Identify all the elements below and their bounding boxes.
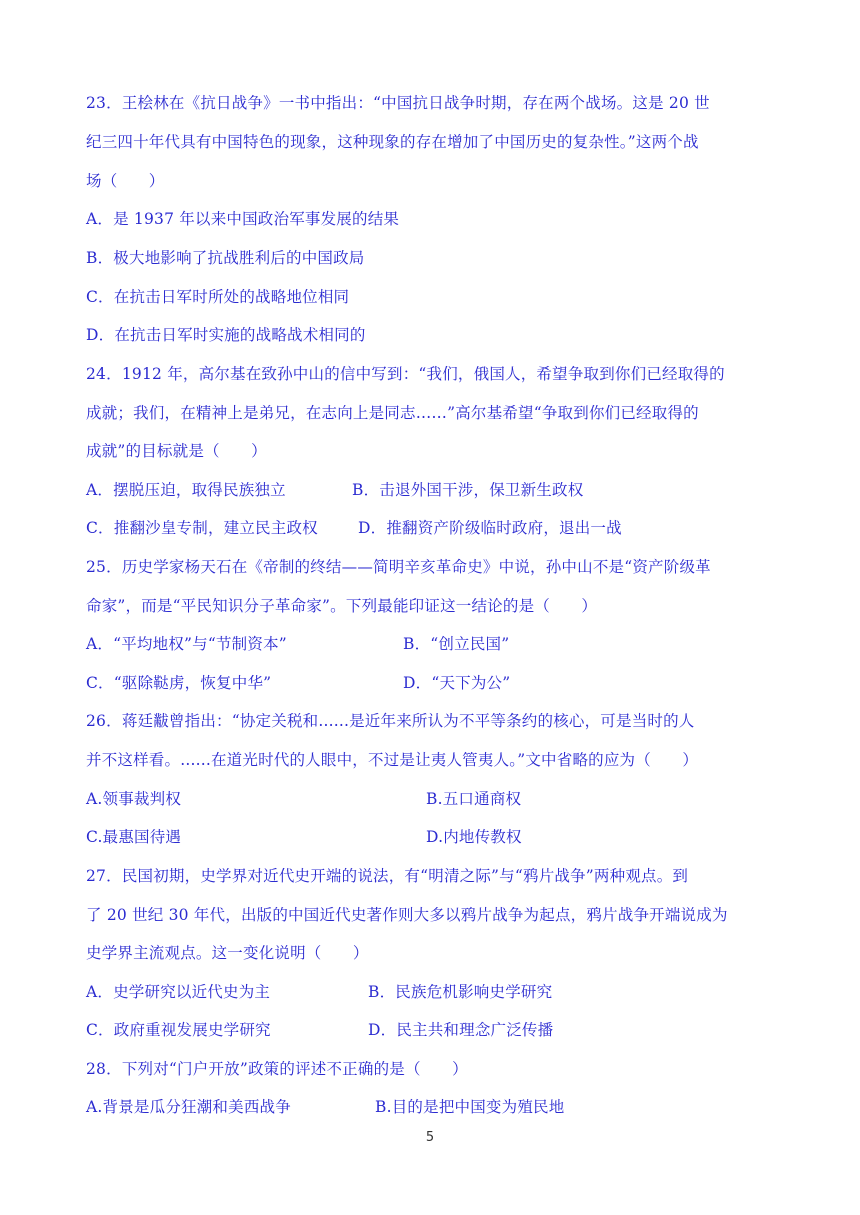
q26-stem-line-2: 并不这样看。......在道光时代的人眼中，不过是让夷人管夷人。”文中省略的应为（ ） <box>86 751 699 769</box>
q25-stem-line-2: 命家”，而是“平民知识分子革命家”。下列最能印证这一结论的是（ ） <box>86 597 598 615</box>
q28-stem-line-1: 28．下列对“门户开放”政策的评述不正确的是（ ） <box>86 1060 468 1078</box>
q25-option-a: A．“平均地权”与“节制资本” <box>86 635 287 653</box>
q26-stem-line-1: 26．蒋廷黻曾指出：“协定关税和......是近年来所认为不平等条约的核心，可是当时的人 <box>86 712 695 730</box>
q24-stem-line-2: 成就；我们，在精神上是弟兄，在志向上是同志……”高尔基希望“争取到你们已经取得的 <box>86 404 699 422</box>
q23-option-b: B．极大地影响了抗战胜利后的中国政局 <box>86 249 365 267</box>
q28-option-b: B.目的是把中国变为殖民地 <box>375 1098 565 1116</box>
q23-option-d: D．在抗击日军时实施的战略战术相同的 <box>86 326 366 344</box>
q25-option-c: C．“驱除鞑虏，恢复中华” <box>86 674 272 692</box>
q27-option-b: B．民族危机影响史学研究 <box>368 983 553 1001</box>
q23-stem-line-2: 纪三四十年代具有中国特色的现象，这种现象的存在增加了中国历史的复杂性。”这两个战 <box>86 133 699 151</box>
q25-stem-line-1: 25．历史学家杨天石在《帝制的终结——简明辛亥革命史》中说，孙中山不是“资产阶级革 <box>86 558 711 576</box>
q24-option-a: A．摆脱压迫，取得民族独立 <box>86 481 286 499</box>
q27-option-a: A．史学研究以近代史为主 <box>86 983 271 1001</box>
page-number: 5 <box>425 1130 435 1145</box>
q23-option-c: C．在抗击日军时所处的战略地位相同 <box>86 288 350 306</box>
q25-option-b: B．“创立民国” <box>403 635 510 653</box>
q24-stem-line-3: 成就”的目标就是（ ） <box>86 442 267 460</box>
q28-option-a: A.背景是瓜分狂潮和美西战争 <box>86 1098 291 1116</box>
q24-option-b: B．击退外国干涉，保卫新生政权 <box>352 481 584 499</box>
q27-stem-line-3: 史学界主流观点。这一变化说明（ ） <box>86 944 369 962</box>
q24-option-d: D．推翻资产阶级临时政府，退出一战 <box>358 519 622 537</box>
q26-option-a: A.领事裁判权 <box>86 790 182 808</box>
q23-stem-line-3: 场（ ） <box>86 172 165 190</box>
q27-stem-line-1: 27．民国初期，史学界对近代史开端的说法，有“明清之际”与“鸦片战争”两种观点。到 <box>86 867 689 885</box>
q24-option-c: C．推翻沙皇专制，建立民主政权 <box>86 519 318 537</box>
q27-option-c: C．政府重视发展史学研究 <box>86 1021 271 1039</box>
q27-stem-line-2: 了 20 世纪 30 年代，出版的中国近代史著作则大多以鸦片战争为起点，鸦片战争开端说成为 <box>86 906 728 924</box>
q26-option-b: B.五口通商权 <box>426 790 522 808</box>
q23-option-a: A．是 1937 年以来中国政治军事发展的结果 <box>86 210 400 228</box>
q24-stem-line-1: 24．1912 年，高尔基在致孙中山的信中写到：“我们，俄国人，希望争取到你们已经取得的 <box>86 365 725 383</box>
q26-option-d: D.内地传教权 <box>426 828 522 846</box>
q23-stem-line-1: 23．王桧林在《抗日战争》一书中指出：“中国抗日战争时期，存在两个战场。这是 20 世 <box>86 94 710 112</box>
q27-option-d: D．民主共和理念广泛传播 <box>368 1021 554 1039</box>
q25-option-d: D．“天下为公” <box>403 674 511 692</box>
q26-option-c: C.最惠国待遇 <box>86 828 182 846</box>
